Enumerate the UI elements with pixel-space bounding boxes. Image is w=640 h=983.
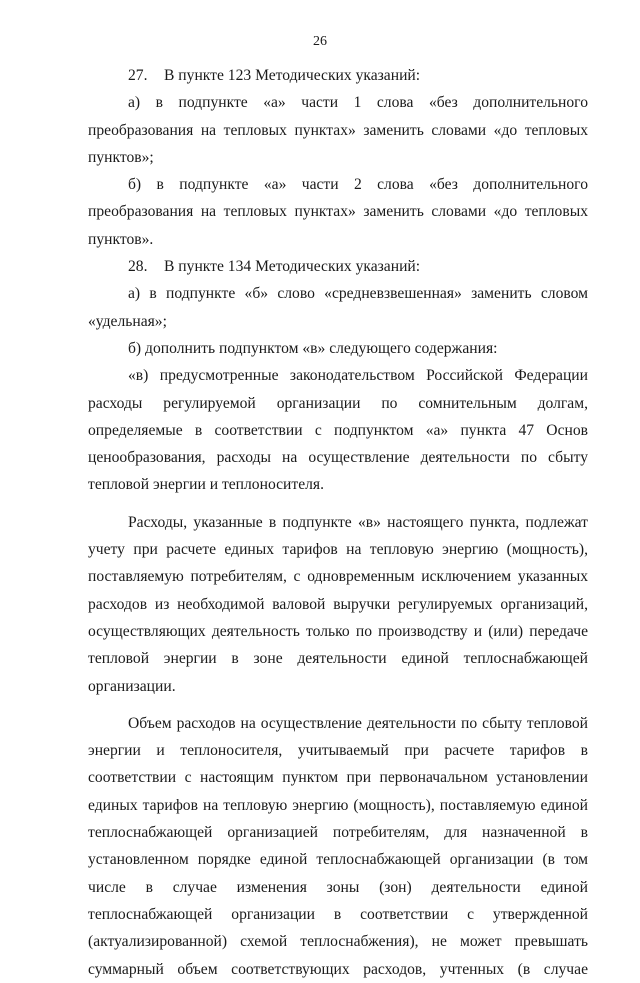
paragraph-subpoint-v: «в) предусмотренные законодательством Российской Федерации расходы регулируемой организации по сомнительным долгам, определяемые в соответствии с подпунктом «а» пункта 47 Основ ценообразования, расходы на осуществление деятельности по сбыту тепловой энергии и теплоносителя.: [88, 367, 588, 494]
paragraph-27b: б) в подпункте «а» части 2 слова «без дополнительного преобразования на тепловых пунктах» заменить словами «до тепловых пунктов».: [88, 176, 588, 248]
paragraph-27a: а) в подпункте «а» части 1 слова «без дополнительного преобразования на тепловых пунктах» заменить словами «до тепловых пунктов»;: [88, 94, 588, 166]
page-number: 26: [313, 34, 327, 49]
paragraph-27: [88, 62, 588, 89]
document-body: [88, 62, 588, 983]
item-number: 28.: [128, 258, 148, 276]
paragraph-text: В пункте 134 Методических указаний:: [164, 258, 421, 276]
paragraph-28b: б) дополнить подпунктом «в» следующего содержания:: [128, 339, 498, 357]
paragraph-volume: Объем расходов на осуществление деятельности по сбыту тепловой энергии и теплоносителя, учитываемый при расчете тарифов в соответствии с настоящим пунктом при первоначальном установлении единых тарифов на тепловую энергию (мощность), поставляемую единой теплоснабжающей организацией потребителям, для назначенной в установленном порядке единой теплоснабжающей организации (в том числе в случае изменения зоны (зон) деятельности единой теплоснабжающей организации в соответствии с утвержденной (актуализированной) схемой теплоснабжения), не может превышать суммарный объем соответствующих расходов, учтенных (в случае: [88, 714, 588, 978]
paragraph-28: [88, 253, 588, 280]
paragraph-text: В пункте 123 Методических указаний:: [164, 67, 421, 84]
paragraph-28a: а) в подпункте «б» слово «средневзвешенная» заменить словом «удельная»;: [88, 285, 588, 330]
paragraph-expenses: Расходы, указанные в подпункте «в» настоящего пункта, подлежат учету при расчете единых тарифов на тепловую энергию (мощность), поставляемую потребителям, с одновременным исключением указанных расходов из необходимой валовой выручки регулируемых организаций, осуществляющих деятельность только по производству и (или) передаче тепловой энергии в зоне деятельности единой теплоснабжающей организации.: [88, 513, 588, 695]
item-number: 27.: [128, 67, 148, 84]
